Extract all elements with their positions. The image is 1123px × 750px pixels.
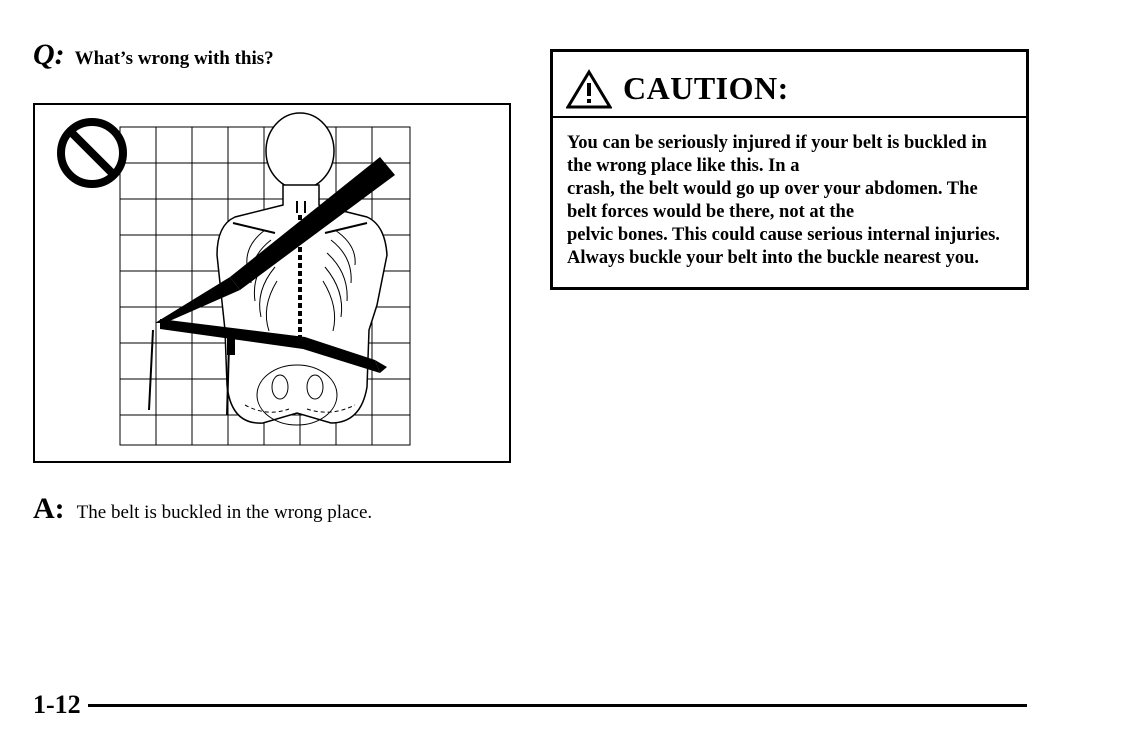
buckle xyxy=(227,337,235,355)
caution-line: Always buckle your belt into the buckle nearest you. xyxy=(567,248,979,268)
question-mark-label: Q: xyxy=(33,38,65,71)
caution-line: the wrong place like this. In a xyxy=(567,156,800,176)
caution-header xyxy=(553,52,1026,118)
answer xyxy=(33,492,372,526)
question-text: What’s wrong with this? xyxy=(74,48,274,69)
caution-title: CAUTION: xyxy=(623,70,789,106)
caution-line: pelvic bones. This could cause serious internal injuries. xyxy=(567,225,1000,245)
skeleton-seatbelt-illustration xyxy=(35,105,509,461)
warning-triangle-icon xyxy=(566,69,612,109)
answer-text: The belt is buckled in the wrong place. xyxy=(76,502,373,523)
caution-line: crash, the belt would go up over your abdomen. The xyxy=(567,179,978,199)
caution-line: belt forces would be there, not at the xyxy=(567,202,855,222)
answer-mark-label: A: xyxy=(33,492,65,525)
caution-line: You can be seriously injured if your belt is buckled in xyxy=(567,133,987,153)
question xyxy=(33,38,274,72)
illustration-frame xyxy=(33,103,511,463)
prohibited-icon xyxy=(61,122,123,184)
footer-rule xyxy=(88,704,1027,707)
page-number: 1-12 xyxy=(33,690,81,719)
caution-body xyxy=(553,118,1026,270)
caution-box xyxy=(550,49,1029,290)
